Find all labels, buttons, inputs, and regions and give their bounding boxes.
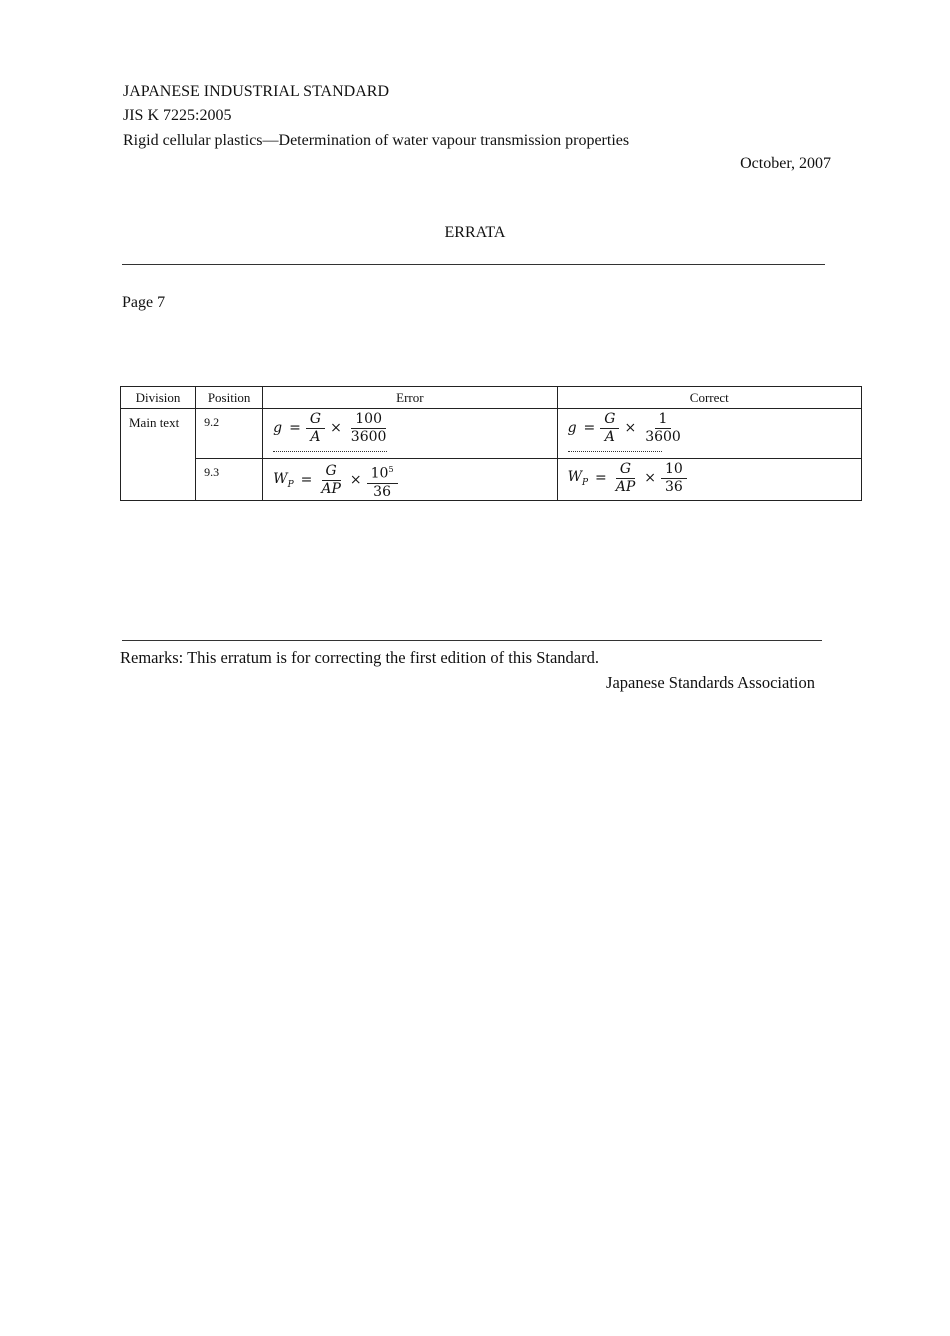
fraction-numerator: 100: [351, 411, 386, 429]
fraction-denominator: 36: [665, 479, 683, 495]
correct-formula-cell: [557, 409, 861, 459]
error-formula-9-2: [273, 411, 392, 445]
formula-equals: =: [595, 470, 607, 486]
fraction-numerator: $10^5$: [367, 461, 398, 484]
formula-fraction: [367, 461, 398, 500]
formula-times: ×: [349, 472, 362, 489]
fraction-denominator: 36: [373, 483, 391, 500]
formula-fraction: [347, 411, 391, 445]
error-formula-cell: [263, 409, 557, 459]
top-divider: [122, 264, 825, 265]
correct-formula-9-3: [568, 461, 689, 495]
association-name: Japanese Standards Association: [606, 673, 815, 692]
error-formula-9-3: [273, 461, 399, 500]
error-formula-cell: [263, 459, 557, 501]
fraction-numerator: G: [600, 411, 619, 429]
page-reference: Page 7: [122, 294, 166, 311]
table-row: [121, 409, 862, 459]
division-cell: Main text: [121, 409, 196, 501]
header-correct: Correct: [557, 387, 861, 409]
formula-lhs: $W_P$: [273, 470, 294, 490]
fraction-denominator: 3600: [350, 429, 387, 445]
formula-equals: =: [583, 420, 596, 436]
formula-fraction: [306, 411, 325, 445]
formula-fraction: [612, 461, 640, 495]
table-header-row: [121, 387, 862, 409]
standard-number: JIS K 7225:2005: [123, 107, 232, 124]
fraction-numerator: 10: [661, 461, 687, 479]
formula-times: ×: [330, 420, 342, 436]
formula-fraction: [661, 461, 687, 495]
formula-fraction: [317, 463, 345, 497]
position-cell: 9.3: [196, 459, 263, 501]
page-title: ERRATA: [444, 224, 506, 241]
error-underline: [273, 451, 387, 452]
fraction-denominator: A: [604, 429, 615, 445]
formula-fraction: [600, 411, 619, 445]
fraction-numerator: G: [322, 463, 341, 481]
header-error: Error: [263, 387, 557, 409]
table-row: [121, 459, 862, 501]
formula-lhs: g: [273, 420, 283, 436]
formula-fraction: [641, 411, 685, 445]
correct-formula-9-2: [568, 411, 687, 445]
fraction-denominator: A: [310, 429, 321, 445]
position-cell: 9.2: [196, 409, 263, 459]
fraction-denominator: AP: [321, 481, 341, 498]
correct-formula-cell: [557, 459, 861, 501]
errata-table: [120, 386, 862, 501]
fraction-denominator: 3600: [645, 429, 681, 445]
formula-equals: =: [289, 420, 301, 436]
formula-times: ×: [644, 470, 657, 486]
remarks-text: Remarks: This erratum is for correcting the first edition of this Standard.: [120, 648, 599, 667]
fraction-numerator: G: [616, 461, 635, 479]
fraction-denominator: AP: [615, 479, 636, 495]
formula-lhs: $W_P$: [567, 468, 589, 488]
errata-date: October, 2007: [740, 155, 831, 172]
formula-equals: =: [300, 472, 313, 489]
bottom-divider: [122, 640, 822, 641]
formula-lhs: g: [567, 420, 577, 436]
header-division: Division: [121, 387, 196, 409]
standard-type: JAPANESE INDUSTRIAL STANDARD: [123, 83, 389, 100]
standard-title: Rigid cellular plastics—Determination of water vapour transmission properties: [123, 132, 630, 149]
fraction-numerator: 1: [655, 411, 672, 429]
formula-times: ×: [624, 420, 637, 436]
correct-underline: [568, 451, 662, 452]
header-position: Position: [196, 387, 263, 409]
fraction-numerator: G: [306, 411, 325, 429]
